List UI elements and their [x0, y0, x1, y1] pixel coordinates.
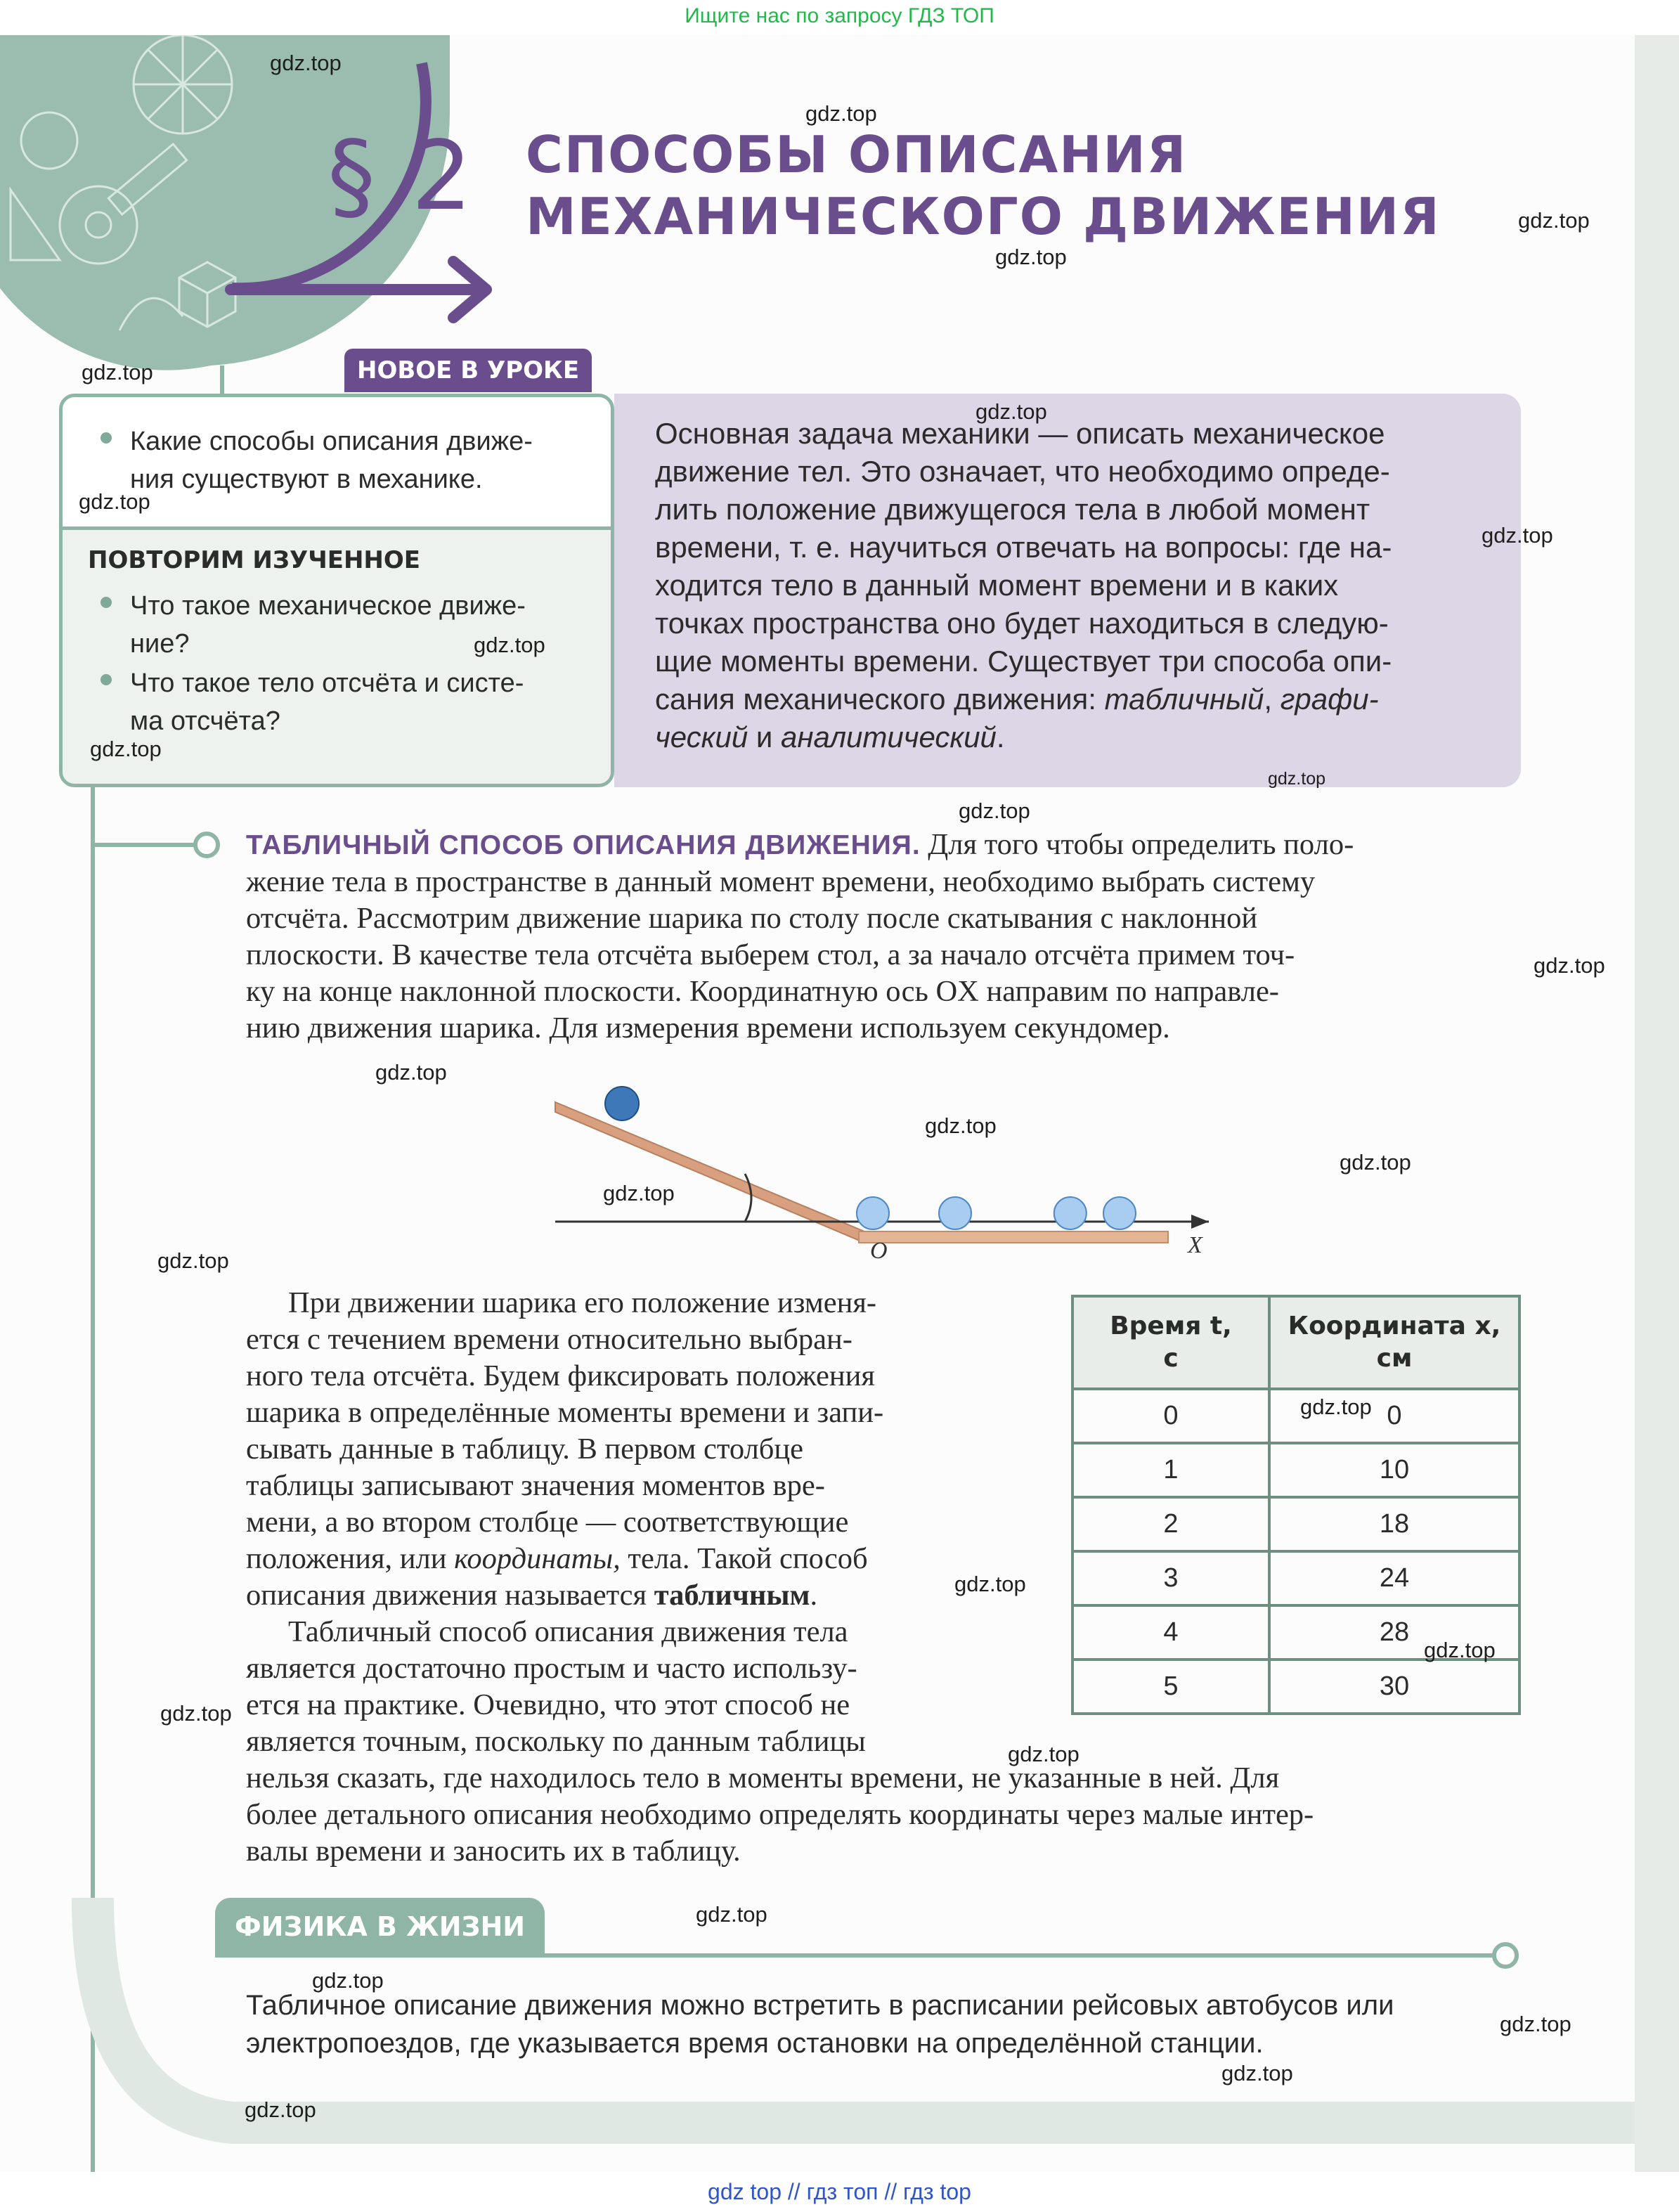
goal-item: Какие способы описания движе- ния существуют в механике. — [130, 422, 533, 498]
watermark: gdz.top — [1008, 1742, 1080, 1766]
ball-motion-figure — [534, 1068, 1223, 1279]
watermark: gdz.top — [1518, 208, 1590, 233]
top-banner[interactable]: Ищите нас по запросу ГДЗ ТОП — [685, 4, 994, 27]
watermark: gdz.top — [474, 633, 545, 657]
watermark: gdz.top — [270, 51, 342, 75]
axis-label: X — [1188, 1232, 1202, 1258]
watermark: gdz.top — [90, 737, 162, 761]
watermark: gdz.top — [1340, 1150, 1411, 1175]
new-in-lesson-tag: НОВОЕ В УРОКЕ — [344, 349, 592, 392]
repeat-item: Что такое механическое движе- ние? — [130, 587, 526, 663]
bottom-banner[interactable]: gdz top // гдз топ // гдз top — [708, 2179, 971, 2204]
watermark: gdz.top — [975, 399, 1047, 424]
watermark: gdz.top — [245, 2097, 316, 2122]
table-row: 3 24 — [1072, 1551, 1519, 1605]
table-surface — [859, 1231, 1168, 1243]
origin-label: O — [870, 1238, 888, 1264]
lesson-goals-box — [59, 394, 614, 787]
watermark: gdz.top — [375, 1060, 447, 1085]
page-title: СПОСОБЫ ОПИСАНИЯ МЕХАНИЧЕСКОГО ДВИЖЕНИЯ — [526, 125, 1441, 246]
page-edge-shadow — [1635, 35, 1679, 2172]
watermark: gdz.top — [954, 1572, 1026, 1596]
watermark: gdz.top — [1268, 769, 1326, 789]
ball-position-5 — [1103, 1197, 1136, 1229]
watermark: gdz.top — [79, 489, 150, 514]
ball-position-1 — [939, 1197, 971, 1229]
watermark: gdz.top — [1534, 953, 1605, 978]
ball-start — [605, 1087, 639, 1120]
table-row: 5 30 — [1072, 1660, 1519, 1714]
table-row: 1 10 — [1072, 1443, 1519, 1497]
watermark: gdz.top — [603, 1181, 675, 1205]
watermark: gdz.top — [82, 360, 153, 384]
watermark: gdz.top — [1221, 2061, 1293, 2085]
watermark: gdz.top — [995, 245, 1067, 269]
watermark: gdz.top — [160, 1701, 232, 1726]
watermark: gdz.top — [1482, 523, 1553, 548]
section-heading: ТАБЛИЧНЫЙ СПОСОБ ОПИСАНИЯ ДВИЖЕНИЯ. — [246, 830, 921, 860]
table-explanation-paragraph: При движении шарика его положение изменя- ется с течением времени относительно выбран- ного тела отсчёта. Будем фиксировать положения шарика в определённые моменты времени и запи- сывать данные в таблицу. В первом столбце таблицы записывают значения моментов вре- мени, а во втором столбце — соответствующие положения, или координаты, тела. Такой способ описания движения называется табличным. Табличный способ описания движения тела является достаточно простым и часто использу- ется на практике. Очевидно, что этот способ не является точным, поскольку по данным таблицы — [246, 1286, 884, 1758]
table-header-time: Время t, с — [1072, 1296, 1269, 1389]
table-row: 4 28 — [1072, 1605, 1519, 1660]
tabular-method-paragraph: ТАБЛИЧНЫЙ СПОСОБ ОПИСАНИЯ ДВИЖЕНИЯ. Для того чтобы определить поло- жение тела в пространстве в данный момент времени, необходимо выбрать систему отсчёта. Рассмотрим движение шарика по столу после скатывания с наклонной плоскости. В качестве тела отсчёта выберем стол, а за начало отсчёта примем точ- ку на конце наклонной плоскости. Координатную ось OX направим по направле- нию движения шарика. Для измерения времени используем секундомер. — [246, 828, 1354, 1044]
watermark: gdz.top — [959, 798, 1030, 823]
paragraph-number: § 2 — [328, 121, 475, 232]
intro-text-box: Основная задача механики — описать механическое движение тел. Это означает, что необходимо опреде- лить положение движущегося тела в любой момент времени, т. е. научиться отвечать на вопросы: где на- ходится тело в данный момент времени и в каких точках пространства оно будет находиться в следую- щие моменты времени. Существует три способа опи- сания механического движения: табличный, графи- ческий и аналитический. — [614, 394, 1521, 787]
table-row: 2 18 — [1072, 1497, 1519, 1551]
ball-position-3 — [1054, 1197, 1087, 1229]
watermark: gdz.top — [696, 1902, 767, 1927]
watermark: gdz.top — [805, 101, 877, 126]
physics-in-life-tag: ФИЗИКА В ЖИЗНИ — [215, 1898, 545, 1955]
watermark: gdz.top — [1300, 1395, 1372, 1419]
ball-position-0 — [857, 1197, 889, 1229]
watermark: gdz.top — [1500, 2012, 1571, 2036]
repeat-title: ПОВТОРИМ ИЗУЧЕННОЕ — [88, 546, 420, 574]
watermark: gdz.top — [1424, 1638, 1496, 1662]
table-row: 0 0 — [1072, 1389, 1519, 1443]
watermark: gdz.top — [157, 1248, 229, 1273]
table-header-coordinate: Координата x, см — [1269, 1296, 1519, 1389]
table-explanation-continued: нельзя сказать, где находилось тело в моменты времени, не указанные в ней. Для более детального описания необходимо определять координаты через малые интер- валы времени и заносить их в таблицу. — [246, 1761, 1314, 1868]
repeat-item: Что такое тело отсчёта и систе- ма отсчёта? — [130, 664, 524, 740]
watermark: gdz.top — [312, 1968, 384, 1993]
physics-in-life-text: Табличное описание движения можно встретить в расписании рейсовых автобусов или электропоездов, где указывается время остановки на определённой станции. — [246, 1990, 1394, 2059]
watermark: gdz.top — [925, 1113, 997, 1138]
